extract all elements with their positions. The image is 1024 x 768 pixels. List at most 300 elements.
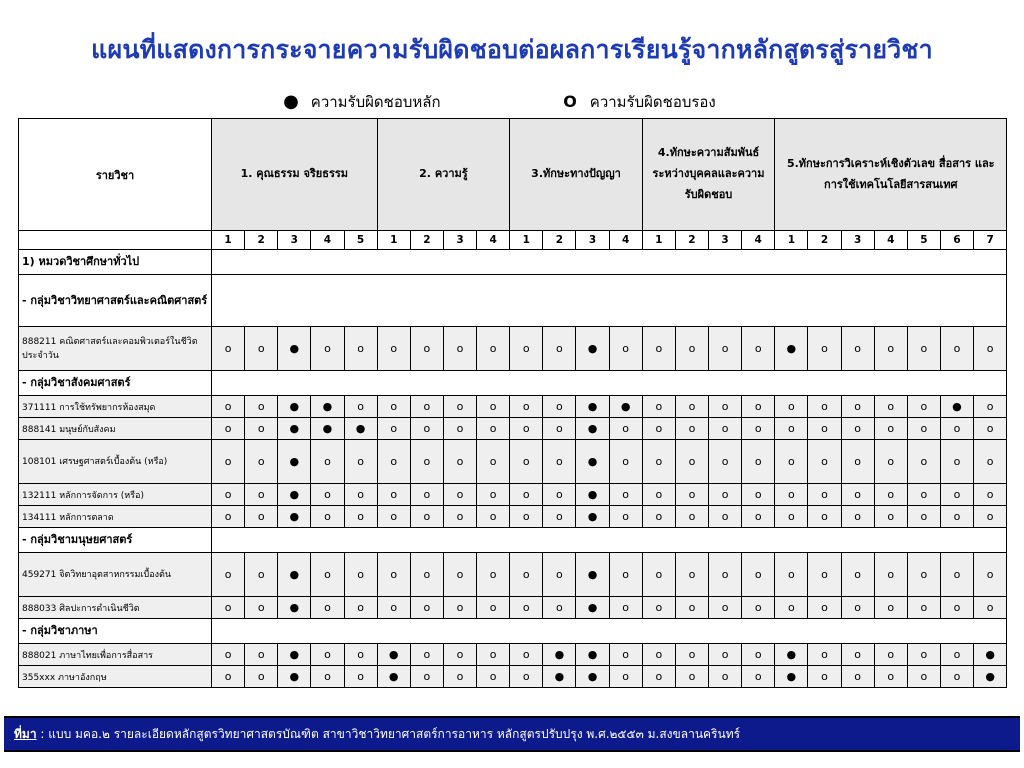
- secondary-mark-icon: o: [841, 666, 874, 688]
- primary-mark-icon: ●: [543, 644, 576, 666]
- secondary-mark-icon: o: [377, 484, 410, 506]
- secondary-mark-icon: o: [609, 440, 642, 484]
- primary-mark-icon: ●: [311, 418, 344, 440]
- secondary-mark-icon: o: [510, 484, 543, 506]
- secondary-mark-icon: o: [742, 666, 775, 688]
- category-label: - กลุ่มวิชาวิทยาศาสตร์และคณิตศาสตร์: [19, 275, 212, 327]
- outcome-number-header: 5: [344, 231, 377, 250]
- outcome-number-header: 1: [212, 231, 245, 250]
- category-blank-cell: [212, 528, 1007, 553]
- primary-mark-icon: ●: [278, 484, 311, 506]
- secondary-mark-icon: o: [907, 396, 940, 418]
- primary-mark-icon: ●: [543, 666, 576, 688]
- secondary-mark-icon: o: [443, 418, 476, 440]
- outcome-number-header: 4: [477, 231, 510, 250]
- secondary-mark-icon: o: [543, 418, 576, 440]
- source-text: : แบบ มคอ.๒ รายละเอียดหลักสูตรวิทยาศาสตรบัณฑิต สาขาวิชาวิทยาศาสตร์การอาหาร หลักสูตรปรับปรุง พ.ศ.๒๕๕๓ ม.สงขลานครินทร์: [36, 727, 741, 741]
- secondary-mark-icon: o: [245, 553, 278, 597]
- outcome-group-header: 5.ทักษะการวิเคราะห์เชิงตัวเลข สื่อสาร และการใช้เทคโนโลยีสารสนเทศ: [775, 119, 1007, 231]
- secondary-mark-icon: o: [609, 597, 642, 619]
- secondary-mark-icon: o: [245, 506, 278, 528]
- secondary-mark-icon: o: [974, 327, 1007, 371]
- secondary-mark-icon: o: [808, 396, 841, 418]
- secondary-mark-icon: o: [344, 484, 377, 506]
- course-label: 132111 หลักการจัดการ (หรือ): [19, 484, 212, 506]
- secondary-mark-icon: o: [675, 553, 708, 597]
- secondary-mark-icon: o: [709, 644, 742, 666]
- outcome-number-header: 5: [907, 231, 940, 250]
- secondary-mark-icon: o: [775, 418, 808, 440]
- secondary-mark-icon: o: [742, 506, 775, 528]
- primary-mark-icon: ●: [311, 396, 344, 418]
- course-row: [19, 327, 1007, 371]
- secondary-mark-icon: o: [443, 597, 476, 619]
- secondary-mark-icon: o: [410, 396, 443, 418]
- secondary-mark-icon: o: [874, 597, 907, 619]
- secondary-mark-icon: o: [344, 553, 377, 597]
- secondary-mark-icon: o: [874, 440, 907, 484]
- secondary-mark-icon: o: [245, 597, 278, 619]
- secondary-mark-icon: o: [477, 597, 510, 619]
- secondary-mark-icon: o: [443, 553, 476, 597]
- outcome-group-header: 1. คุณธรรม จริยธรรม: [212, 119, 378, 231]
- primary-mark-icon: ●: [278, 597, 311, 619]
- legend: [0, 90, 1024, 112]
- secondary-mark-icon: o: [642, 440, 675, 484]
- category-row: [19, 275, 1007, 327]
- course-label: 459271 จิตวิทยาอุตสาหกรรมเบื้องต้น: [19, 553, 212, 597]
- legend-secondary-label: ความรับผิดชอบรอง: [589, 93, 716, 111]
- primary-bullet-icon: ●: [283, 91, 299, 112]
- course-label: 371111 การใช้ทรัพยากรห้องสมุด: [19, 396, 212, 418]
- secondary-mark-icon: o: [808, 506, 841, 528]
- secondary-mark-icon: o: [410, 644, 443, 666]
- category-label: 1) หมวดวิชาศึกษาทั่วไป: [19, 250, 212, 275]
- secondary-mark-icon: o: [477, 666, 510, 688]
- secondary-mark-icon: o: [874, 396, 907, 418]
- course-row: [19, 418, 1007, 440]
- secondary-mark-icon: o: [709, 327, 742, 371]
- secondary-mark-icon: o: [841, 396, 874, 418]
- secondary-mark-icon: o: [974, 418, 1007, 440]
- secondary-mark-icon: o: [709, 506, 742, 528]
- secondary-mark-icon: o: [642, 396, 675, 418]
- secondary-ring-icon: O: [563, 92, 577, 111]
- secondary-mark-icon: o: [841, 597, 874, 619]
- outcome-number-header: 7: [974, 231, 1007, 250]
- secondary-mark-icon: o: [874, 506, 907, 528]
- secondary-mark-icon: o: [510, 597, 543, 619]
- primary-mark-icon: ●: [576, 440, 609, 484]
- secondary-mark-icon: o: [874, 327, 907, 371]
- secondary-mark-icon: o: [609, 553, 642, 597]
- secondary-mark-icon: o: [477, 418, 510, 440]
- secondary-mark-icon: o: [775, 506, 808, 528]
- secondary-mark-icon: o: [808, 327, 841, 371]
- secondary-mark-icon: o: [642, 666, 675, 688]
- secondary-mark-icon: o: [940, 484, 973, 506]
- outcome-number-header: 6: [940, 231, 973, 250]
- secondary-mark-icon: o: [410, 418, 443, 440]
- outcome-number-header: 4: [742, 231, 775, 250]
- primary-mark-icon: ●: [377, 666, 410, 688]
- secondary-mark-icon: o: [709, 440, 742, 484]
- secondary-mark-icon: o: [477, 644, 510, 666]
- secondary-mark-icon: o: [974, 506, 1007, 528]
- secondary-mark-icon: o: [841, 418, 874, 440]
- category-row: [19, 250, 1007, 275]
- primary-mark-icon: ●: [576, 506, 609, 528]
- secondary-mark-icon: o: [874, 553, 907, 597]
- secondary-mark-icon: o: [543, 597, 576, 619]
- course-row: [19, 440, 1007, 484]
- secondary-mark-icon: o: [245, 396, 278, 418]
- outcome-number-header: 2: [543, 231, 576, 250]
- secondary-mark-icon: o: [642, 553, 675, 597]
- outcome-number-header: 4: [609, 231, 642, 250]
- secondary-mark-icon: o: [477, 484, 510, 506]
- primary-mark-icon: ●: [940, 396, 973, 418]
- secondary-mark-icon: o: [510, 553, 543, 597]
- secondary-mark-icon: o: [675, 597, 708, 619]
- primary-mark-icon: ●: [576, 327, 609, 371]
- secondary-mark-icon: o: [974, 484, 1007, 506]
- secondary-mark-icon: o: [443, 484, 476, 506]
- secondary-mark-icon: o: [775, 484, 808, 506]
- secondary-mark-icon: o: [344, 440, 377, 484]
- secondary-mark-icon: o: [212, 553, 245, 597]
- primary-mark-icon: ●: [576, 553, 609, 597]
- secondary-mark-icon: o: [543, 484, 576, 506]
- secondary-mark-icon: o: [510, 506, 543, 528]
- outcome-number-header: 2: [808, 231, 841, 250]
- secondary-mark-icon: o: [940, 666, 973, 688]
- secondary-mark-icon: o: [940, 440, 973, 484]
- secondary-mark-icon: o: [477, 553, 510, 597]
- secondary-mark-icon: o: [543, 553, 576, 597]
- secondary-mark-icon: o: [841, 644, 874, 666]
- secondary-mark-icon: o: [443, 506, 476, 528]
- secondary-mark-icon: o: [609, 506, 642, 528]
- secondary-mark-icon: o: [808, 644, 841, 666]
- secondary-mark-icon: o: [543, 396, 576, 418]
- secondary-mark-icon: o: [212, 644, 245, 666]
- secondary-mark-icon: o: [907, 418, 940, 440]
- outcome-number-header: 4: [874, 231, 907, 250]
- outcome-number-header: 1: [510, 231, 543, 250]
- secondary-mark-icon: o: [410, 553, 443, 597]
- secondary-mark-icon: o: [377, 597, 410, 619]
- secondary-mark-icon: o: [212, 484, 245, 506]
- secondary-mark-icon: o: [410, 666, 443, 688]
- secondary-mark-icon: o: [477, 327, 510, 371]
- course-label: 888021 ภาษาไทยเพื่อการสื่อสาร: [19, 644, 212, 666]
- secondary-mark-icon: o: [808, 666, 841, 688]
- secondary-mark-icon: o: [808, 484, 841, 506]
- secondary-mark-icon: o: [344, 644, 377, 666]
- category-row: [19, 528, 1007, 553]
- primary-mark-icon: ●: [576, 597, 609, 619]
- secondary-mark-icon: o: [477, 396, 510, 418]
- secondary-mark-icon: o: [907, 327, 940, 371]
- secondary-mark-icon: o: [940, 644, 973, 666]
- secondary-mark-icon: o: [841, 484, 874, 506]
- outcome-number-header: 3: [443, 231, 476, 250]
- secondary-mark-icon: o: [443, 440, 476, 484]
- secondary-mark-icon: o: [742, 418, 775, 440]
- secondary-mark-icon: o: [974, 597, 1007, 619]
- subject-number-blank: [19, 231, 212, 250]
- secondary-mark-icon: o: [543, 440, 576, 484]
- secondary-mark-icon: o: [742, 553, 775, 597]
- secondary-mark-icon: o: [311, 506, 344, 528]
- secondary-mark-icon: o: [212, 666, 245, 688]
- primary-mark-icon: ●: [775, 327, 808, 371]
- secondary-mark-icon: o: [311, 666, 344, 688]
- secondary-mark-icon: o: [377, 327, 410, 371]
- secondary-mark-icon: o: [709, 553, 742, 597]
- secondary-mark-icon: o: [477, 506, 510, 528]
- course-row: [19, 666, 1007, 688]
- secondary-mark-icon: o: [410, 484, 443, 506]
- secondary-mark-icon: o: [245, 484, 278, 506]
- secondary-mark-icon: o: [642, 484, 675, 506]
- category-label: - กลุ่มวิชามนุษยศาสตร์: [19, 528, 212, 553]
- secondary-mark-icon: o: [907, 644, 940, 666]
- category-blank-cell: [212, 275, 1007, 327]
- secondary-mark-icon: o: [510, 396, 543, 418]
- secondary-mark-icon: o: [940, 506, 973, 528]
- secondary-mark-icon: o: [311, 327, 344, 371]
- secondary-mark-icon: o: [907, 597, 940, 619]
- category-blank-cell: [212, 371, 1007, 396]
- secondary-mark-icon: o: [443, 396, 476, 418]
- secondary-mark-icon: o: [675, 644, 708, 666]
- secondary-mark-icon: o: [742, 484, 775, 506]
- legend-primary-label: ความรับผิดชอบหลัก: [310, 93, 441, 111]
- primary-mark-icon: ●: [344, 418, 377, 440]
- secondary-mark-icon: o: [742, 440, 775, 484]
- primary-mark-icon: ●: [576, 484, 609, 506]
- secondary-mark-icon: o: [974, 553, 1007, 597]
- primary-mark-icon: ●: [576, 644, 609, 666]
- outcome-number-header: 4: [311, 231, 344, 250]
- secondary-mark-icon: o: [311, 644, 344, 666]
- secondary-mark-icon: o: [642, 597, 675, 619]
- course-row: [19, 597, 1007, 619]
- secondary-mark-icon: o: [675, 327, 708, 371]
- outcome-number-header: 1: [377, 231, 410, 250]
- secondary-mark-icon: o: [775, 440, 808, 484]
- source-label: ที่มา: [14, 727, 37, 741]
- secondary-mark-icon: o: [443, 666, 476, 688]
- secondary-mark-icon: o: [311, 553, 344, 597]
- secondary-mark-icon: o: [609, 666, 642, 688]
- course-label: 355xxx ภาษาอังกฤษ: [19, 666, 212, 688]
- category-row: [19, 371, 1007, 396]
- course-row: [19, 484, 1007, 506]
- secondary-mark-icon: o: [245, 327, 278, 371]
- secondary-mark-icon: o: [245, 644, 278, 666]
- course-row: [19, 506, 1007, 528]
- legend-secondary: [555, 90, 716, 114]
- secondary-mark-icon: o: [543, 506, 576, 528]
- page-title: แผนที่แสดงการกระจายความรับผิดชอบต่อผลการเรียนรู้จากหลักสูตรสู่รายวิชา: [91, 35, 933, 64]
- secondary-mark-icon: o: [808, 553, 841, 597]
- outcome-group-header: 2. ความรู้: [377, 119, 510, 231]
- secondary-mark-icon: o: [245, 418, 278, 440]
- secondary-mark-icon: o: [742, 644, 775, 666]
- secondary-mark-icon: o: [940, 327, 973, 371]
- course-label: 888033 ศิลปะการดำเนินชีวิต: [19, 597, 212, 619]
- primary-mark-icon: ●: [576, 418, 609, 440]
- secondary-mark-icon: o: [212, 597, 245, 619]
- secondary-mark-icon: o: [212, 418, 245, 440]
- category-label: - กลุ่มวิชาสังคมศาสตร์: [19, 371, 212, 396]
- secondary-mark-icon: o: [675, 396, 708, 418]
- secondary-mark-icon: o: [874, 644, 907, 666]
- secondary-mark-icon: o: [410, 327, 443, 371]
- secondary-mark-icon: o: [709, 597, 742, 619]
- primary-mark-icon: ●: [775, 666, 808, 688]
- category-row: [19, 619, 1007, 644]
- secondary-mark-icon: o: [311, 440, 344, 484]
- secondary-mark-icon: o: [212, 506, 245, 528]
- outcome-number-header: 1: [775, 231, 808, 250]
- secondary-mark-icon: o: [709, 666, 742, 688]
- primary-mark-icon: ●: [278, 327, 311, 371]
- secondary-mark-icon: o: [510, 644, 543, 666]
- secondary-mark-icon: o: [675, 418, 708, 440]
- primary-mark-icon: ●: [278, 506, 311, 528]
- secondary-mark-icon: o: [974, 396, 1007, 418]
- secondary-mark-icon: o: [709, 396, 742, 418]
- secondary-mark-icon: o: [974, 440, 1007, 484]
- course-label: 134111 หลักการตลาด: [19, 506, 212, 528]
- course-label: 888141 มนุษย์กับสังคม: [19, 418, 212, 440]
- primary-mark-icon: ●: [974, 644, 1007, 666]
- secondary-mark-icon: o: [311, 597, 344, 619]
- secondary-mark-icon: o: [675, 506, 708, 528]
- primary-mark-icon: ●: [609, 396, 642, 418]
- primary-mark-icon: ●: [278, 666, 311, 688]
- secondary-mark-icon: o: [410, 440, 443, 484]
- secondary-mark-icon: o: [808, 597, 841, 619]
- secondary-mark-icon: o: [212, 327, 245, 371]
- secondary-mark-icon: o: [642, 418, 675, 440]
- secondary-mark-icon: o: [344, 396, 377, 418]
- category-label: - กลุ่มวิชาภาษา: [19, 619, 212, 644]
- outcome-number-header: 2: [410, 231, 443, 250]
- outcome-number-header: 1: [642, 231, 675, 250]
- legend-primary: [276, 90, 441, 114]
- secondary-mark-icon: o: [410, 506, 443, 528]
- outcome-number-header: 3: [841, 231, 874, 250]
- category-blank-cell: [212, 250, 1007, 275]
- secondary-mark-icon: o: [675, 440, 708, 484]
- secondary-mark-icon: o: [675, 484, 708, 506]
- outcome-number-header: 2: [245, 231, 278, 250]
- outcome-group-header: 3.ทักษะทางปัญญา: [510, 119, 643, 231]
- primary-mark-icon: ●: [974, 666, 1007, 688]
- secondary-mark-icon: o: [212, 396, 245, 418]
- secondary-mark-icon: o: [675, 666, 708, 688]
- secondary-mark-icon: o: [377, 418, 410, 440]
- secondary-mark-icon: o: [477, 440, 510, 484]
- secondary-mark-icon: o: [709, 484, 742, 506]
- secondary-mark-icon: o: [543, 327, 576, 371]
- outcome-number-header: 3: [709, 231, 742, 250]
- secondary-mark-icon: o: [775, 553, 808, 597]
- course-label: 888211 คณิตศาสตร์และคอมพิวเตอร์ในชีวิตประจำวัน: [19, 327, 212, 371]
- secondary-mark-icon: o: [609, 418, 642, 440]
- secondary-mark-icon: o: [344, 506, 377, 528]
- secondary-mark-icon: o: [808, 440, 841, 484]
- primary-mark-icon: ●: [576, 396, 609, 418]
- secondary-mark-icon: o: [742, 396, 775, 418]
- secondary-mark-icon: o: [642, 327, 675, 371]
- secondary-mark-icon: o: [377, 553, 410, 597]
- secondary-mark-icon: o: [907, 484, 940, 506]
- secondary-mark-icon: o: [642, 506, 675, 528]
- primary-mark-icon: ●: [576, 666, 609, 688]
- secondary-mark-icon: o: [709, 418, 742, 440]
- primary-mark-icon: ●: [278, 440, 311, 484]
- secondary-mark-icon: o: [609, 644, 642, 666]
- secondary-mark-icon: o: [609, 327, 642, 371]
- secondary-mark-icon: o: [940, 597, 973, 619]
- secondary-mark-icon: o: [907, 506, 940, 528]
- outcome-number-header: 2: [675, 231, 708, 250]
- subject-column-header: รายวิชา: [19, 119, 212, 231]
- secondary-mark-icon: o: [841, 553, 874, 597]
- course-label: 108101 เศรษฐศาสตร์เบื้องต้น (หรือ): [19, 440, 212, 484]
- secondary-mark-icon: o: [642, 644, 675, 666]
- secondary-mark-icon: o: [245, 440, 278, 484]
- primary-mark-icon: ●: [377, 644, 410, 666]
- secondary-mark-icon: o: [443, 327, 476, 371]
- secondary-mark-icon: o: [344, 327, 377, 371]
- secondary-mark-icon: o: [742, 327, 775, 371]
- secondary-mark-icon: o: [377, 396, 410, 418]
- source-banner: [4, 716, 1020, 752]
- secondary-mark-icon: o: [510, 327, 543, 371]
- primary-mark-icon: ●: [775, 644, 808, 666]
- category-blank-cell: [212, 619, 1007, 644]
- outcome-group-header: 4.ทักษะความสัมพันธ์ระหว่างบุคคลและความรับผิดชอบ: [642, 119, 775, 231]
- secondary-mark-icon: o: [443, 644, 476, 666]
- course-row: [19, 644, 1007, 666]
- outcome-number-header: 3: [278, 231, 311, 250]
- secondary-mark-icon: o: [377, 440, 410, 484]
- secondary-mark-icon: o: [841, 440, 874, 484]
- secondary-mark-icon: o: [742, 597, 775, 619]
- course-row: [19, 396, 1007, 418]
- secondary-mark-icon: o: [907, 666, 940, 688]
- secondary-mark-icon: o: [245, 666, 278, 688]
- secondary-mark-icon: o: [874, 666, 907, 688]
- secondary-mark-icon: o: [907, 553, 940, 597]
- secondary-mark-icon: o: [874, 484, 907, 506]
- secondary-mark-icon: o: [775, 597, 808, 619]
- primary-mark-icon: ●: [278, 644, 311, 666]
- secondary-mark-icon: o: [841, 327, 874, 371]
- secondary-mark-icon: o: [874, 418, 907, 440]
- secondary-mark-icon: o: [344, 666, 377, 688]
- secondary-mark-icon: o: [609, 484, 642, 506]
- secondary-mark-icon: o: [311, 484, 344, 506]
- responsibility-matrix-table: [18, 118, 1007, 688]
